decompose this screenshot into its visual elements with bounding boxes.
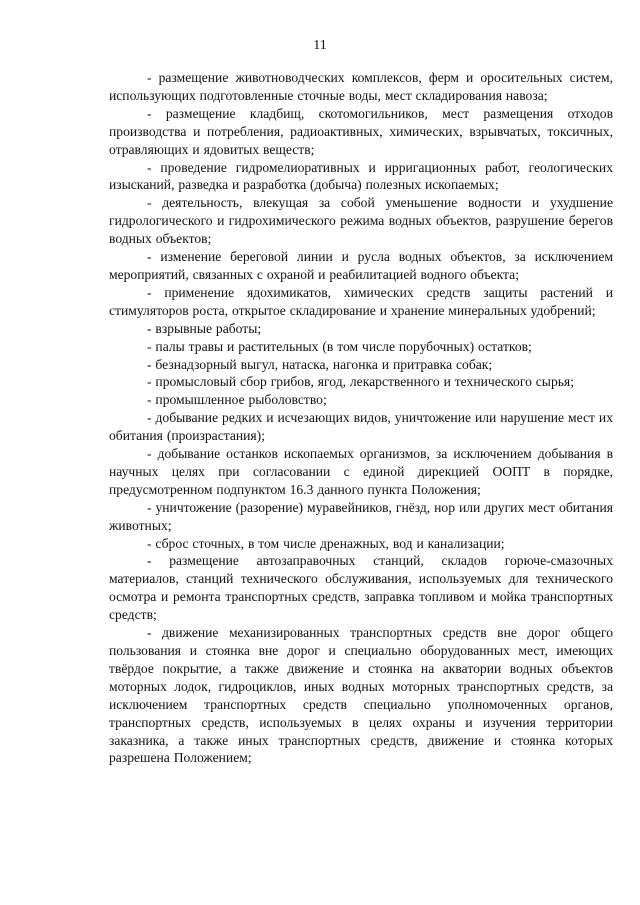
paragraph: - безнадзорный выгул, натаска, нагонка и притравка собак;: [147, 356, 493, 372]
paragraph: - взрывные работы;: [147, 320, 262, 336]
paragraph: - добывание редких и исчезающих видов, уничтожение или нарушение мест их обитания (произрастания);: [109, 410, 613, 444]
paragraph: - проведение гидромелиоративных и ирригационных работ, геологических изысканий, разведка и разработка (добыча) полезных ископаемых;: [109, 159, 613, 193]
paragraph: - размещение автозаправочных станций, складов горюче-смазочных материалов, станций технического обслуживания, используемых для технического осмотра и ремонта транспортных средств, заправка топливом и мойка транспортных средств;: [109, 553, 613, 623]
paragraph: - добывание останков ископаемых организмов, за исключением добывания в научных целях при согласовании с единой дирекцией ООПТ в порядке, предусмотренном подпунктом 16.3 данного пункта Положения;: [109, 446, 613, 497]
paragraph: - уничтожение (разорение) муравейников, гнёзд, нор или других мест обитания животных;: [109, 499, 613, 533]
paragraph: - палы травы и растительных (в том числе порубочных) остатков;: [147, 338, 532, 354]
paragraph: - применение ядохимикатов, химических средств защиты растений и стимуляторов роста, открытое складирование и хранение минеральных удобрений;: [109, 284, 613, 318]
page-number: 11: [313, 38, 327, 53]
paragraph: - промысловый сбор грибов, ягод, лекарственного и технического сырья;: [147, 374, 574, 390]
document-body: [109, 69, 613, 767]
paragraph: - промышленное рыболовство;: [147, 392, 327, 408]
paragraph: - движение механизированных транспортных средств вне дорог общего пользования и стоянка вне дорог и специально оборудованных мест, имеющих твёрдое покрытие, а также движение и стоянка на акватории водных объектов моторных лодок, гидроциклов, иных водных моторных транспортных средств, за исключением транспортных средств специально уполномоченных органов, транспортных средств, используемых в целях охраны и изучения территории заказника, а также иных транспортных средств, движение и стоянка которых разрешена Положением;: [109, 625, 613, 766]
paragraph: - размещение животноводческих комплексов, ферм и оросительных систем, использующих подготовленные сточные воды, мест складирования навоза;: [109, 70, 613, 103]
paragraph: - сброс сточных, в том числе дренажных, вод и канализации;: [147, 535, 505, 551]
paragraph: - деятельность, влекущая за собой уменьшение водности и ухудшение гидрологического и гидрохимического режима водных объектов, разрушение берегов водных объектов;: [109, 195, 613, 247]
paragraph: - размещение кладбищ, скотомогильников, мест размещения отходов производства и потребления, радиоактивных, химических, взрывчатых, токсичных, отравляющих и ядовитых веществ;: [109, 105, 613, 157]
paragraph: - изменение береговой линии и русла водных объектов, за исключением мероприятий, связанных с охраной и реабилитацией водного объекта;: [109, 249, 613, 282]
